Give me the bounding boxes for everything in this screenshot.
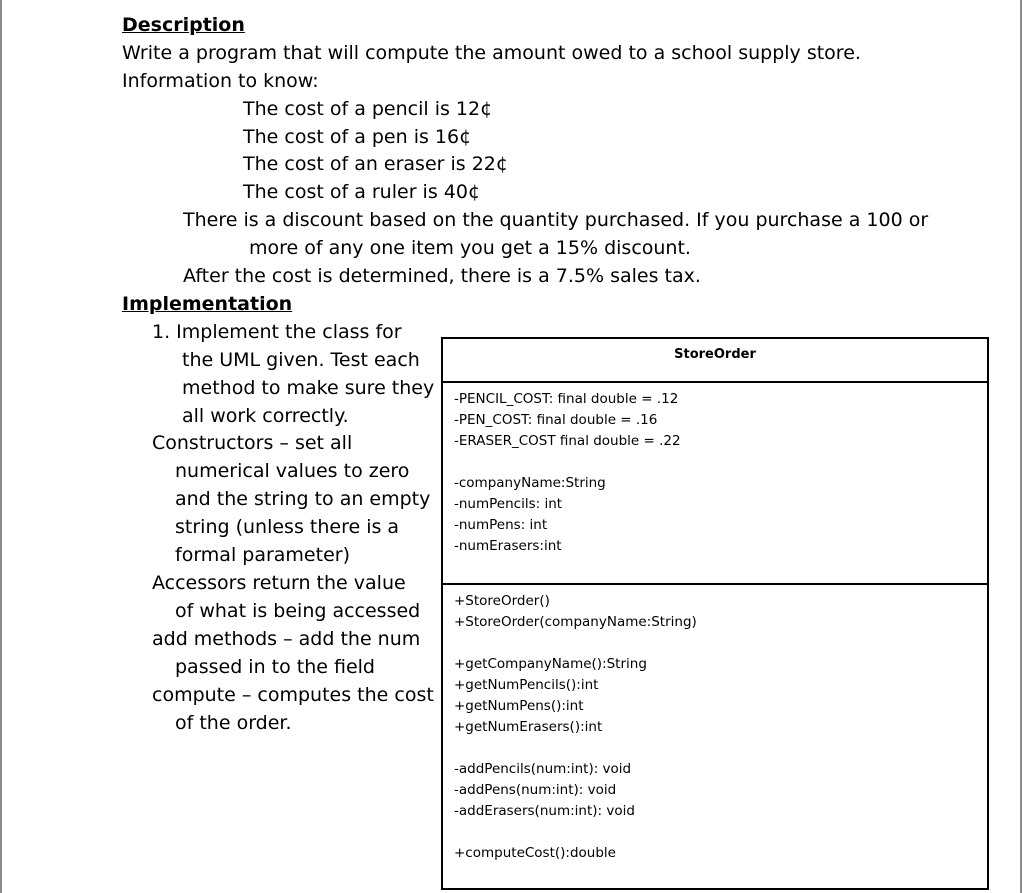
uml-field: -companyName:String — [454, 475, 606, 491]
uml-field: -numPencils: int — [454, 496, 563, 512]
impl-line: Accessors return the value — [152, 572, 406, 594]
tax-line: After the cost is determined, there is a 7.5% sales tax. — [183, 265, 701, 287]
uml-adder: -addErasers(num:int): void — [454, 803, 635, 819]
uml-accessor: +getCompanyName():String — [454, 656, 647, 672]
impl-line: of the order. — [175, 712, 292, 734]
uml-adder: -addPens(num:int): void — [454, 782, 617, 798]
impl-line: string (unless there is a — [175, 516, 400, 538]
uml-accessor: +getNumErasers():int — [454, 719, 603, 735]
uml-accessor: +getNumPencils():int — [454, 677, 599, 693]
impl-line: passed in to the field — [175, 656, 375, 678]
impl-line: method to make sure they — [182, 377, 435, 399]
impl-line: of what is being accessed — [175, 600, 421, 622]
uml-adder: -addPencils(num:int): void — [454, 761, 632, 777]
discount-line-2: more of any one item you get a 15% discount. — [249, 237, 691, 259]
cost-pen: The cost of a pen is 16¢ — [243, 126, 472, 148]
discount-line-1: There is a discount based on the quantity purchased. If you purchase a 100 or — [183, 209, 929, 231]
uml-field: -numErasers:int — [454, 538, 562, 554]
cost-ruler: The cost of a ruler is 40¢ — [243, 181, 481, 203]
cost-pencil: The cost of a pencil is 12¢ — [243, 98, 493, 120]
uml-class-box — [441, 337, 989, 890]
impl-line: compute – computes the cost — [152, 684, 434, 706]
uml-class-name: StoreOrder — [674, 347, 756, 362]
description-heading: Description — [122, 14, 245, 36]
cost-eraser: The cost of an eraser is 22¢ — [243, 153, 508, 175]
impl-line: the UML given. Test each — [182, 349, 420, 371]
uml-constant: -PEN_COST: final double = .16 — [454, 412, 658, 428]
uml-divider — [443, 381, 987, 383]
uml-constant: -ERASER_COST final double = .22 — [454, 433, 681, 449]
uml-compute-method: +computeCost():double — [454, 845, 616, 861]
uml-constructor: +StoreOrder() — [454, 593, 550, 609]
impl-line: 1. Implement the class for — [152, 321, 402, 343]
impl-line: formal parameter) — [175, 544, 350, 566]
impl-line: add methods – add the num — [152, 628, 421, 650]
implementation-heading: Implementation — [122, 293, 293, 315]
impl-line: and the string to an empty — [175, 488, 431, 510]
description-intro: Write a program that will compute the amount owed to a school supply store. — [122, 42, 861, 64]
impl-line: numerical values to zero — [175, 460, 410, 482]
uml-field: -numPens: int — [454, 517, 548, 533]
uml-constructor: +StoreOrder(companyName:String) — [454, 614, 697, 630]
uml-divider — [443, 583, 987, 585]
info-label: Information to know: — [122, 70, 319, 92]
uml-accessor: +getNumPens():int — [454, 698, 584, 714]
impl-line: Constructors – set all — [152, 432, 353, 454]
uml-constant: -PENCIL_COST: final double = .12 — [454, 391, 679, 407]
impl-line: all work correctly. — [182, 405, 349, 427]
